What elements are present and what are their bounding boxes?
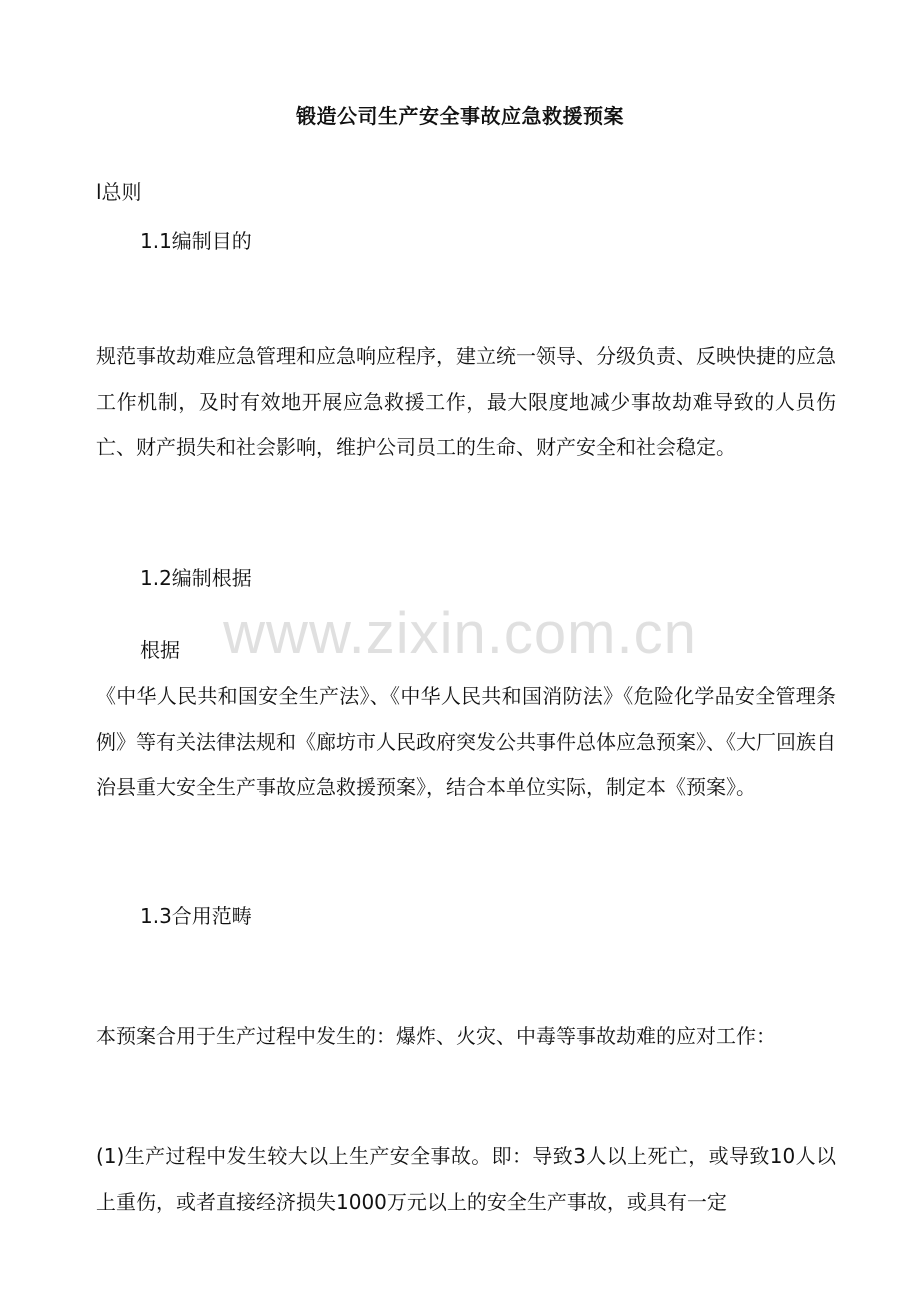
section-heading-general: l总则 bbox=[96, 180, 142, 204]
paragraph-basis: 《中华人民共和国安全生产法》、《中华人民共和国消防法》《危险化学品安全管理条例》等有关法律法规和《廊坊市人民政府突发公共事件总体应急预案》、《大厂回族自治县重大安全生产事故应急救援预案》，结合本单位实际，制定本《预案》。 bbox=[96, 684, 836, 799]
basis-label: 根据 bbox=[140, 638, 180, 662]
paragraph-scope: 本预案合用于生产过程中发生的：爆炸、火灾、中毒等事故劫难的应对工作： bbox=[96, 1024, 776, 1048]
subsection-heading-scope: 1.3合用范畴 bbox=[140, 904, 252, 928]
document-title: 锻造公司生产安全事故应急救援预案 bbox=[296, 104, 624, 128]
paragraph-purpose: 规范事故劫难应急管理和应急响应程序，建立统一领导、分级负责、反映快捷的应急工作机制，及时有效地开展应急救援工作，最大限度地减少事故劫难导致的人员伤亡、财产损失和社会影响，维护公司员工的生命、财产安全和社会稳定。 bbox=[96, 344, 836, 459]
subsection-heading-purpose: 1.1编制目的 bbox=[140, 229, 252, 253]
watermark: www.zixin.com.cn bbox=[223, 601, 697, 666]
paragraph-scope-item-1: (1)生产过程中发生较大以上生产安全事故。即：导致3人以上死亡，或导致10人以上重伤，或者直接经济损失1000万元以上的安全生产事故，或具有一定 bbox=[96, 1144, 836, 1214]
subsection-heading-basis: 1.2编制根据 bbox=[140, 566, 252, 590]
